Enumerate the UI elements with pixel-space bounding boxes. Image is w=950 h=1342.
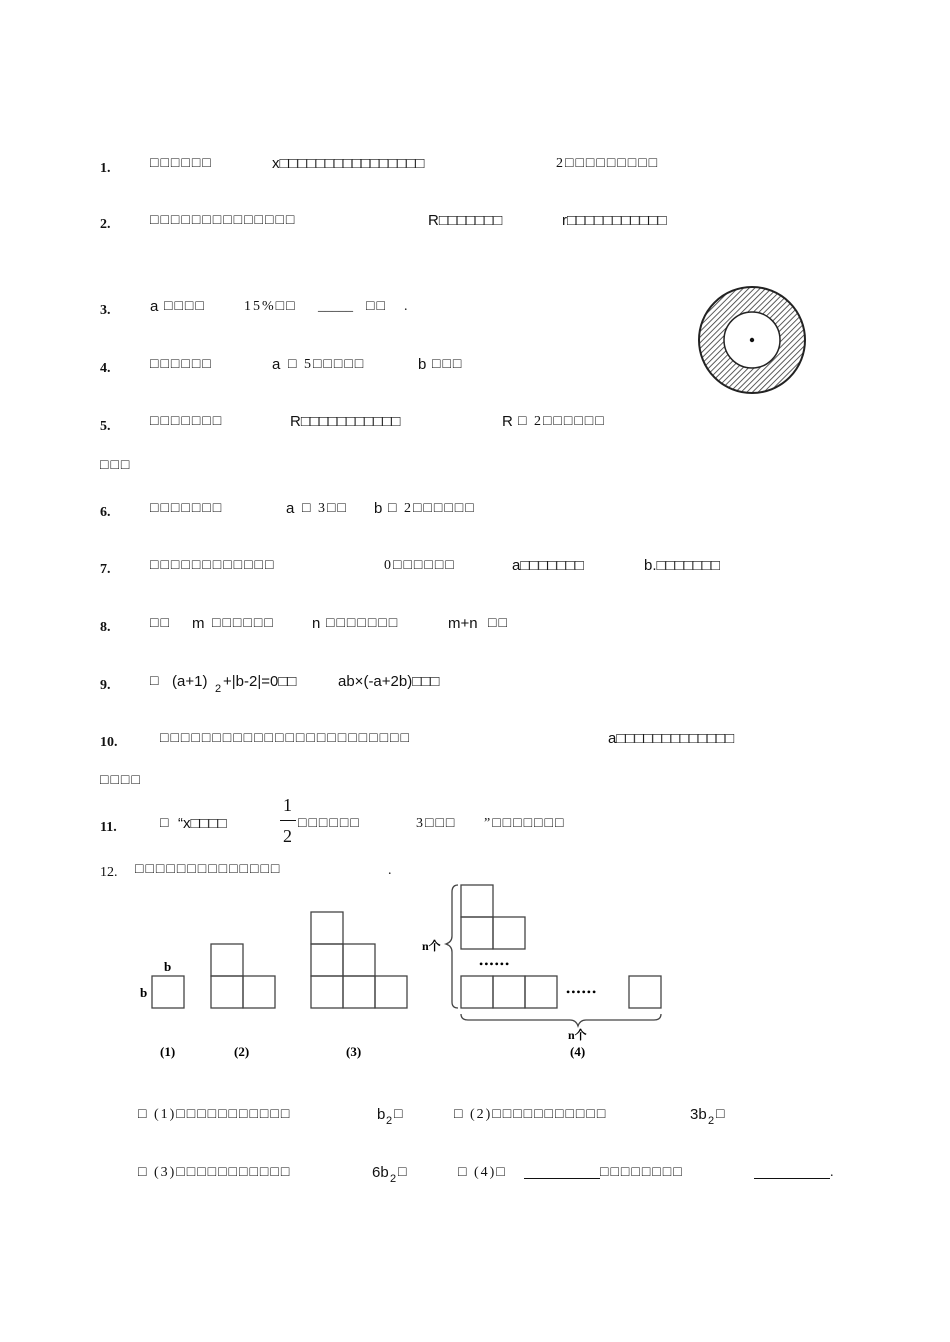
q11-text-a: □ bbox=[160, 816, 171, 831]
q9-number: 9. bbox=[100, 678, 111, 693]
ans2-blank-1[interactable] bbox=[524, 1164, 600, 1179]
q5-text-a: □□□□□□□ bbox=[150, 414, 224, 429]
q7-text-d: b.□□□□□□□ bbox=[644, 557, 720, 574]
q12-dot: . bbox=[388, 863, 394, 878]
q8-text-b: m bbox=[192, 615, 205, 632]
ans2-text-b: 6b bbox=[372, 1164, 389, 1181]
ans1-sup-1: 2 bbox=[386, 1115, 393, 1127]
q9-superscript: 2 bbox=[215, 683, 222, 695]
q6-text-c: □ 3□□ bbox=[302, 501, 348, 516]
ans2-sup: 2 bbox=[390, 1173, 397, 1185]
ans1-sup-2: 2 bbox=[708, 1115, 715, 1127]
q5-text-b: R□□□□□□□□□□□ bbox=[290, 413, 401, 430]
figure-label-4: (4) bbox=[570, 1044, 586, 1059]
q6-text-d: b bbox=[374, 500, 383, 517]
q3-text-c: 15%□□ bbox=[244, 299, 297, 314]
q7-text-c: a□□□□□□□ bbox=[512, 557, 584, 574]
ans2-text-c: □ bbox=[398, 1165, 409, 1180]
q4-text-c: □ 5□□□□□ bbox=[288, 357, 366, 372]
figure-b-top-label: b bbox=[164, 959, 172, 974]
q3-blank: _____ bbox=[318, 299, 353, 314]
q11-fraction-bar bbox=[280, 820, 296, 821]
q8-number: 8. bbox=[100, 620, 111, 635]
q2-number: 2. bbox=[100, 217, 111, 232]
q6-text-b: a bbox=[286, 500, 295, 517]
q9-text-a: □ bbox=[150, 674, 161, 689]
q2-text-c: r□□□□□□□□□□□ bbox=[562, 212, 667, 229]
ans2-text-a: □ (3)□□□□□□□□□□□ bbox=[138, 1165, 292, 1180]
figure-b-left-label: b bbox=[140, 985, 148, 1000]
q11-fraction-numerator: 1 bbox=[283, 795, 292, 815]
figure-label-3: (3) bbox=[346, 1044, 362, 1059]
q5-continuation: □□□ bbox=[100, 458, 132, 473]
annulus-figure bbox=[696, 284, 808, 396]
q8-text-c: □□□□□□ bbox=[212, 616, 275, 631]
q6-text-a: □□□□□□□ bbox=[150, 501, 224, 516]
figure-dots-horizontal: •••••• bbox=[566, 985, 598, 999]
q1-number: 1. bbox=[100, 161, 111, 176]
q4-text-b: a bbox=[272, 356, 281, 373]
q12-number: 12. bbox=[100, 865, 118, 880]
q4-text-d: b bbox=[418, 356, 427, 373]
q3-text-a: a bbox=[150, 298, 159, 315]
staircase-figure bbox=[130, 878, 690, 1068]
ans1-text-a: □ (1)□□□□□□□□□□□ bbox=[138, 1107, 292, 1122]
figure-label-1: (1) bbox=[160, 1044, 176, 1059]
q7-number: 7. bbox=[100, 562, 111, 577]
q12-text-a: □□□□□□□□□□□□□□ bbox=[135, 862, 282, 877]
q11-text-d: 3□□□ bbox=[416, 816, 457, 831]
figure-dots-vertical: •••••• bbox=[479, 957, 511, 971]
q10-continuation: □□□□ bbox=[100, 773, 142, 788]
q3-text-b: □□□□ bbox=[164, 299, 206, 314]
q8-text-a: □□ bbox=[150, 616, 171, 631]
q3-text-e: . bbox=[404, 299, 410, 314]
q2-text-b: R□□□□□□□ bbox=[428, 212, 503, 229]
q5-text-c: R bbox=[502, 413, 513, 430]
q10-text-a: □□□□□□□□□□□□□□□□□□□□□□□□ bbox=[160, 731, 411, 746]
q9-text-d: ab×(-a+2b)□□□ bbox=[338, 673, 440, 690]
q4-number: 4. bbox=[100, 361, 111, 376]
q7-text-b: 0□□□□□□ bbox=[384, 558, 456, 573]
q11-text-e: ”□□□□□□□ bbox=[484, 816, 566, 831]
q8-text-d: n bbox=[312, 615, 321, 632]
ans2-text-d: □ (4)□ bbox=[458, 1165, 507, 1180]
figure1-square bbox=[152, 976, 184, 1008]
ans1-text-d: □ (2)□□□□□□□□□□□ bbox=[454, 1107, 608, 1122]
q7-text-a: □□□□□□□□□□□□ bbox=[150, 558, 276, 573]
q4-text-e: □□□ bbox=[432, 357, 464, 372]
q6-number: 6. bbox=[100, 505, 111, 520]
q1-text-b: x□□□□□□□□□□□□□□□□ bbox=[272, 155, 425, 172]
q11-fraction-denominator: 2 bbox=[283, 826, 292, 846]
q10-text-b: a□□□□□□□□□□□□□ bbox=[608, 730, 735, 747]
q6-text-e: □ 2□□□□□□ bbox=[388, 501, 476, 516]
q3-text-d: □□ bbox=[366, 299, 387, 314]
figure-n-left-label: n个 bbox=[422, 939, 441, 953]
ans1-text-e: 3b bbox=[690, 1106, 707, 1123]
q5-number: 5. bbox=[100, 419, 111, 434]
q1-text-a: □□□□□□ bbox=[150, 156, 213, 171]
q11-text-c: □□□□□□ bbox=[298, 816, 361, 831]
q3-number: 3. bbox=[100, 303, 111, 318]
ans2-text-e: □□□□□□□□ bbox=[600, 1165, 684, 1180]
ans1-text-c: □ bbox=[394, 1107, 405, 1122]
q10-number: 10. bbox=[100, 735, 118, 750]
q1-text-c: 2□□□□□□□□□ bbox=[556, 156, 660, 171]
q11-number: 11. bbox=[100, 820, 117, 835]
ans2-blank-2[interactable] bbox=[754, 1164, 830, 1179]
q9-text-c: +|b-2|=0□□ bbox=[223, 673, 297, 690]
figure-n-bottom-label: n个 bbox=[568, 1028, 587, 1042]
ans2-text-f: . bbox=[830, 1165, 836, 1180]
q8-text-g: □□ bbox=[488, 616, 509, 631]
figure-label-2: (2) bbox=[234, 1044, 250, 1059]
q11-text-b: “x□□□□ bbox=[178, 815, 227, 832]
ans1-text-f: □ bbox=[716, 1107, 727, 1122]
q5-text-d: □ 2□□□□□□ bbox=[518, 414, 606, 429]
q4-text-a: □□□□□□ bbox=[150, 357, 213, 372]
ans1-text-b: b bbox=[377, 1106, 386, 1123]
q8-text-f: m+n bbox=[448, 615, 478, 632]
q2-text-a: □□□□□□□□□□□□□□ bbox=[150, 213, 297, 228]
q9-text-b: (a+1) bbox=[172, 673, 208, 690]
q8-text-e: □□□□□□□ bbox=[326, 616, 400, 631]
